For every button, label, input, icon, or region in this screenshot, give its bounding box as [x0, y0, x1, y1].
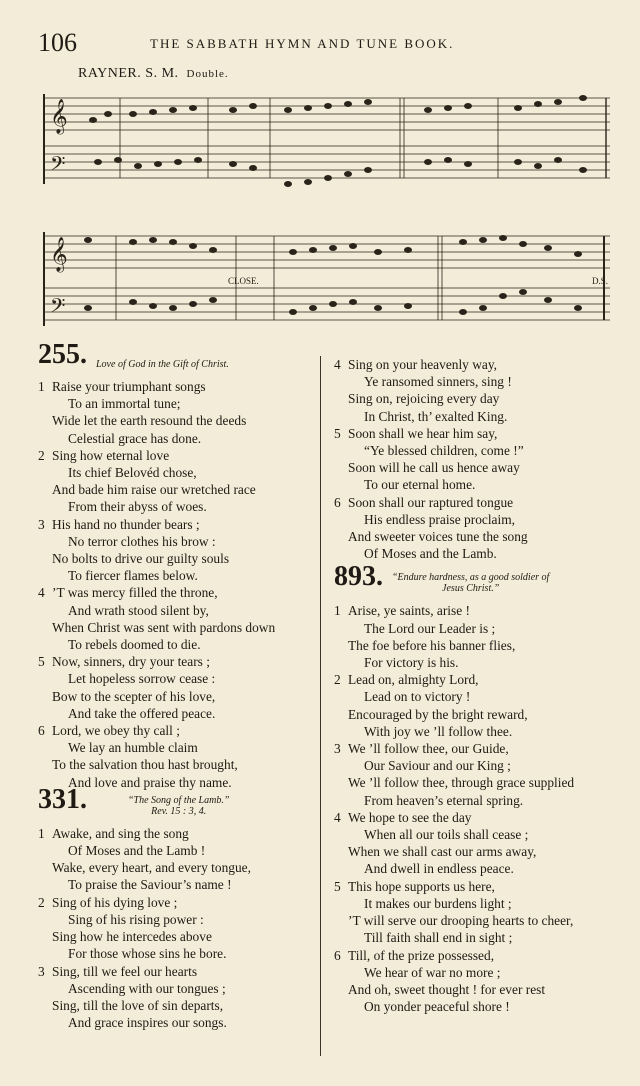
stanza-line [334, 671, 624, 688]
hymn-893-stanzas [334, 602, 624, 1015]
stanza-text: When Christ was sent with pardons down [52, 619, 276, 635]
tune-meter: S. M. [145, 66, 179, 81]
hymn-331-reference: Rev. 15 : 3, 4. [151, 805, 207, 817]
stanza-line [334, 459, 624, 476]
stanza-line [334, 545, 624, 562]
hymn-331-heading [38, 783, 328, 823]
hymn-893-number: 893. [334, 561, 383, 593]
stanza-text: Sing of his rising power : [68, 911, 204, 927]
stanza-line [38, 378, 328, 395]
stanza-text: Ye ransomed sinners, sing ! [364, 374, 512, 390]
stanza-text: And grace inspires our songs. [68, 1015, 227, 1031]
hymn-893-title-line1: “Endure hardness, as a good soldier of [392, 572, 550, 584]
stanza-line [334, 912, 624, 929]
stanza-line [38, 498, 328, 515]
stanza-text: Encouraged by the bright reward, [348, 706, 528, 722]
stanza-number: 4 [334, 357, 341, 372]
stanza-line [38, 619, 328, 636]
music-system-2 [38, 222, 614, 330]
stanza-line [334, 442, 624, 459]
stanza-line [38, 705, 328, 722]
stanza-line [38, 980, 328, 997]
stanza-line [38, 395, 328, 412]
stanza-text: For victory is his. [364, 655, 459, 671]
stanza-line [38, 739, 328, 756]
stanza-text: Wide let the earth resound the deeds [52, 413, 247, 429]
stanza-line [38, 911, 328, 928]
stanza-line [38, 516, 328, 533]
stanza-text: And take the offered peace. [68, 705, 216, 721]
stanza-line [38, 859, 328, 876]
tune-double: Double. [186, 68, 229, 80]
stanza-number: 5 [334, 878, 341, 894]
stanza-line [334, 964, 624, 981]
stanza-text: And wrath stood silent by, [68, 602, 209, 618]
hymn-893-title [392, 572, 549, 594]
running-title: THE SABBATH HYMN AND TUNE BOOK. [150, 36, 455, 51]
stanza-line [38, 670, 328, 687]
stanza-text: Sing, till the love of sin departs, [52, 997, 224, 1013]
stanza-text: Soon shall our raptured tongue [348, 494, 514, 510]
stanza-number: 6 [334, 947, 341, 963]
stanza-text: From their abyss of woes. [68, 499, 207, 515]
stanza-line [334, 809, 624, 826]
stanza-line [38, 722, 328, 739]
stanza-line [38, 997, 328, 1014]
hymn-255-stanzas [38, 378, 328, 791]
stanza-line [38, 481, 328, 498]
hymn-893-title-line2: Jesus Christ.” [442, 583, 500, 595]
stanza-text: For those whose sins he bore. [68, 946, 227, 962]
stanza-line [38, 464, 328, 481]
stanza-line [334, 390, 624, 407]
stanza-text: To fiercer flames below. [68, 568, 198, 584]
stanza-line [38, 1014, 328, 1031]
stanza-line [334, 774, 624, 791]
stanza-text: His endless praise proclaim, [364, 511, 515, 527]
stanza-line [334, 528, 624, 545]
right-column [334, 356, 624, 1015]
stanza-line [334, 637, 624, 654]
stanza-text: ’T was mercy filled the throne, [52, 585, 218, 601]
stanza-text: On yonder peaceful shore ! [364, 999, 510, 1015]
stanza-line [38, 602, 328, 619]
stanza-line [334, 878, 624, 895]
stanza-number: 2 [38, 894, 45, 910]
stanza-text: Sing how he intercedes above [52, 929, 212, 945]
svg-text:𝄢: 𝄢 [50, 154, 66, 180]
stanza-line [38, 636, 328, 653]
stanza-text: And love and praise thy name. [68, 774, 232, 790]
stanza-line [334, 843, 624, 860]
stanza-text: Soon will he call us hence away [348, 460, 520, 476]
stanza-line [334, 425, 624, 442]
stanza-line [334, 757, 624, 774]
stanza-text: Sing, till we feel our hearts [52, 963, 198, 979]
stanza-text: And bade him raise our wretched race [52, 482, 256, 498]
stanza-line [38, 756, 328, 773]
stanza-line [38, 533, 328, 550]
stanza-text: Our Saviour and our King ; [364, 758, 511, 774]
hymn-255-number: 255. [38, 339, 87, 370]
stanza-line [38, 567, 328, 584]
stanza-line [334, 373, 624, 390]
stanza-text: To our eternal home. [364, 477, 476, 493]
tune-title [78, 66, 229, 82]
stanza-text: “Ye blessed children, come !” [364, 443, 524, 459]
stanza-line [38, 430, 328, 447]
hymn-331-number: 331. [38, 783, 87, 815]
stanza-number: 4 [334, 809, 341, 825]
close-label: CLOSE. [228, 276, 259, 286]
stanza-line [38, 412, 328, 429]
stanza-number: 4 [38, 585, 45, 601]
stanza-line [334, 654, 624, 671]
music-system-1 [38, 84, 614, 192]
stanza-line [334, 494, 624, 511]
stanza-text: Ascending with our tongues ; [68, 980, 226, 996]
stanza-line [334, 929, 624, 946]
stanza-number: 1 [38, 825, 45, 841]
stanza-line [38, 447, 328, 464]
hymn-331-stanzas-a [38, 825, 328, 1031]
stanza-line [38, 894, 328, 911]
left-column [38, 339, 328, 1031]
stanza-line [334, 860, 624, 877]
stanza-text: ’T will serve our drooping hearts to cheer, [348, 913, 574, 929]
stanza-line [38, 688, 328, 705]
stanza-number: 5 [38, 654, 45, 670]
music-staff-svg-1 [38, 84, 614, 192]
stanza-text: The Lord our Leader is ; [364, 620, 496, 636]
stanza-text: Let hopeless sorrow cease : [68, 671, 216, 687]
stanza-line [334, 998, 624, 1015]
stanza-number: 6 [334, 494, 341, 510]
stanza-text: No terror clothes his brow : [68, 533, 216, 549]
stanza-text: We lay an humble claim [68, 740, 198, 756]
stanza-text: Of Moses and the Lamb. [364, 546, 497, 562]
stanza-text: To the salvation thou hast brought, [52, 757, 238, 773]
stanza-text: Celestial grace has done. [68, 430, 202, 446]
stanza-text: To praise the Saviour’s name ! [68, 877, 232, 893]
stanza-line [38, 584, 328, 601]
stanza-text: When we shall cast our arms away, [348, 844, 537, 860]
stanza-number: 3 [334, 741, 341, 757]
stanza-text: With joy we ’ll follow thee. [364, 723, 513, 739]
stanza-text: To rebels doomed to die. [68, 637, 201, 653]
stanza-text: Sing on, rejoicing every day [348, 391, 500, 407]
stanza-text: To an immortal tune; [68, 396, 181, 412]
stanza-line [334, 826, 624, 843]
stanza-text: Now, sinners, dry your tears ; [52, 654, 210, 670]
stanza-text: Lord, we obey thy call ; [52, 723, 180, 739]
stanza-text: In Christ, th’ exalted King. [364, 408, 508, 424]
stanza-line [38, 876, 328, 893]
stanza-text: Till faith shall end in sight ; [364, 930, 513, 946]
stanza-number: 2 [38, 447, 45, 463]
stanza-text: The foe before his banner flies, [348, 637, 516, 653]
hymn-255-heading [38, 339, 328, 376]
stanza-line [38, 842, 328, 859]
stanza-text: Of Moses and the Lamb ! [68, 843, 206, 859]
stanza-text: Sing how eternal love [52, 447, 170, 463]
stanza-line [334, 620, 624, 637]
stanza-number: 6 [38, 723, 45, 739]
stanza-line [334, 706, 624, 723]
stanza-line [38, 550, 328, 567]
stanza-number: 5 [334, 425, 341, 441]
stanza-text: Arise, ye saints, arise ! [348, 603, 470, 619]
stanza-line [38, 945, 328, 962]
stanza-text: We hope to see the day [348, 809, 472, 825]
stanza-line [334, 688, 624, 705]
stanza-text: Wake, every heart, and every tongue, [52, 860, 251, 876]
stanza-text: It makes our burdens light ; [364, 895, 512, 911]
svg-text:𝄞: 𝄞 [50, 100, 68, 133]
stanza-text: Its chief Belovéd chose, [68, 465, 197, 481]
stanza-text: Lead on to victory ! [364, 689, 471, 705]
stanza-number: 3 [38, 963, 45, 979]
stanza-line [334, 895, 624, 912]
stanza-line [334, 511, 624, 528]
stanza-text: Lead on, almighty Lord, [348, 672, 479, 688]
stanza-line [38, 653, 328, 670]
stanza-number: 1 [334, 603, 341, 619]
hymn-893-heading [334, 561, 624, 600]
stanza-text: We ’ll follow thee, our Guide, [348, 741, 509, 757]
stanza-number: 3 [38, 516, 45, 532]
hymn-331-title [128, 795, 229, 817]
stanza-line [38, 963, 328, 980]
stanza-line [334, 723, 624, 740]
stanza-text: We hear of war no more ; [364, 964, 501, 980]
stanza-text: Sing on your heavenly way, [348, 357, 498, 372]
stanza-text: Soon shall we hear him say, [348, 425, 498, 441]
stanza-text: This hope supports us here, [348, 878, 495, 894]
stanza-text: His hand no thunder bears ; [52, 516, 200, 532]
stanza-text: Till, of the prize possessed, [348, 947, 495, 963]
stanza-text: No bolts to drive our guilty souls [52, 551, 230, 567]
stanza-line [334, 740, 624, 757]
stanza-line [334, 408, 624, 425]
stanza-number: 2 [334, 672, 341, 688]
stanza-line [38, 825, 328, 842]
stanza-text: And oh, sweet thought ! for ever rest [348, 981, 546, 997]
stanza-text: And dwell in endless peace. [364, 861, 514, 877]
stanza-text: When all our toils shall cease ; [364, 827, 529, 843]
stanza-line [334, 602, 624, 619]
stanza-line [38, 928, 328, 945]
tune-name: RAYNER. [78, 66, 142, 81]
stanza-line [334, 476, 624, 493]
svg-text:𝄞: 𝄞 [50, 238, 68, 271]
hymn-331-title-text: “The Song of the Lamb.” [128, 794, 230, 806]
stanza-line [334, 947, 624, 964]
stanza-text: Sing of his dying love ; [52, 894, 178, 910]
stanza-text: From heaven’s eternal spring. [364, 792, 524, 808]
stanza-line [334, 356, 624, 373]
ds-label: D.S. [592, 276, 609, 286]
stanza-text: We ’ll follow thee, through grace supplied [348, 775, 575, 791]
hymn-331-stanzas-b [334, 356, 624, 562]
page-number: 106 [38, 28, 77, 57]
stanza-text: Bow to the scepter of his love, [52, 688, 216, 704]
stanza-number: 1 [38, 379, 45, 394]
stanza-line [334, 792, 624, 809]
music-staff-svg-2 [38, 222, 614, 330]
stanza-text: Awake, and sing the song [52, 825, 189, 841]
hymn-255-title: Love of God in the Gift of Christ. [96, 359, 229, 370]
svg-text:𝄢: 𝄢 [50, 296, 66, 322]
stanza-text: Raise your triumphant songs [52, 379, 206, 394]
stanza-text: And sweeter voices tune the song [348, 529, 528, 545]
stanza-line [334, 981, 624, 998]
